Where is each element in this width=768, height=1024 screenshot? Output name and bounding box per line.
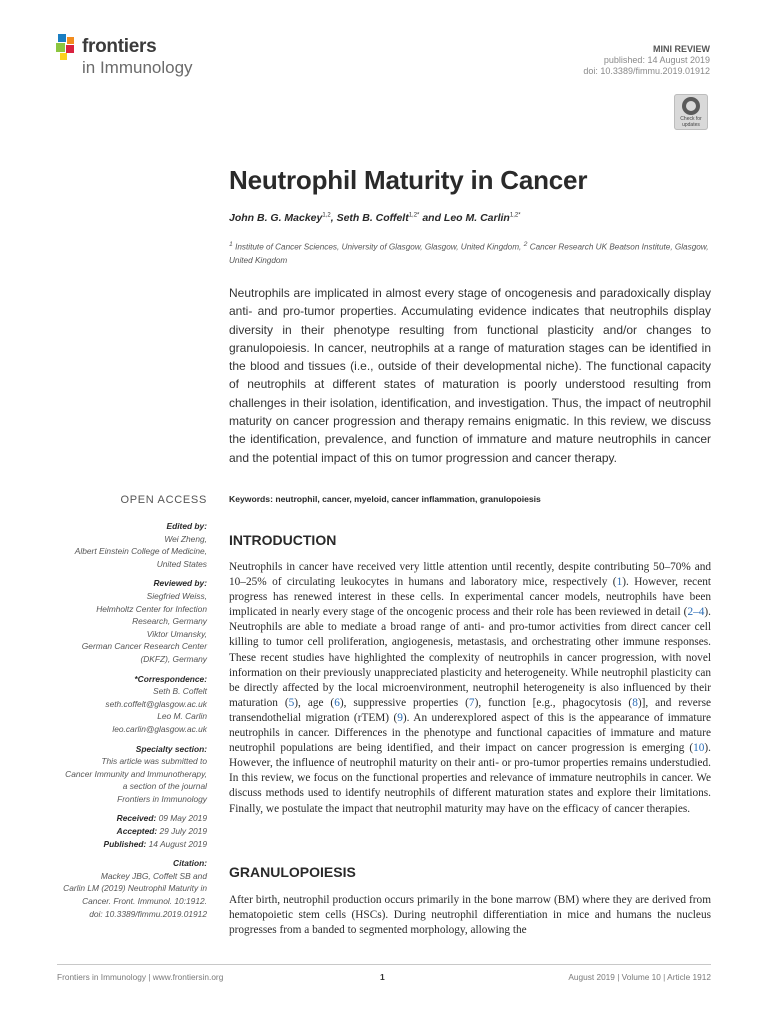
edited-by-line: Wei Zheng, xyxy=(164,533,207,544)
citation-line: Carlin LM (2019) Neutrophil Maturity in xyxy=(63,883,207,894)
reference-link[interactable]: 5 xyxy=(288,696,295,709)
text-run: ). However, the influence of neutrophil maturity on their anti- or pro-tumor properties remains understudied. In this review, we focus on the functional properties and relevance of immature neutrophils in cancer. We discuss methods used to identify neutrophils of different maturation states and explore their limitations. Finally, we postulate the impact that neutrophil maturity may have on the efficacy of cancer therapies. xyxy=(229,742,711,815)
open-access-label: OPEN ACCESS xyxy=(120,494,207,506)
article-doi[interactable]: doi: 10.3389/fimmu.2019.01912 xyxy=(583,66,710,76)
article-type: MINI REVIEW xyxy=(652,44,710,54)
reference-link[interactable]: 6 xyxy=(334,696,340,709)
reviewed-by-line: Viktor Umansky, xyxy=(146,628,207,639)
affiliation-text: Cancer Research UK Beatson Institute, Glasgow, United Kingdom xyxy=(229,242,709,265)
page-number: 1 xyxy=(380,972,385,982)
published-value: 14 August 2019 xyxy=(146,838,207,849)
frontiers-logo-icon xyxy=(56,34,78,64)
specialty-line: a section of the journal xyxy=(122,781,207,792)
citation-line: Mackey JBG, Coffelt SB and xyxy=(100,870,207,881)
citation-doi-link[interactable]: doi: 10.3389/fimmu.2019.01912 xyxy=(89,908,207,919)
author-separator: , xyxy=(330,212,337,224)
check-for-updates-label: Check for updates xyxy=(680,116,702,128)
reference-link[interactable]: 2–4 xyxy=(687,606,705,619)
text-run: ). However, recent progress has renewed interest in these cells. In experimental cancer models, neutrophils have been implicated in nearly every stage of the oncogenic process and their role has been reviewed in detail ( xyxy=(229,576,711,619)
keywords: Keywords: neutrophil, cancer, myeloid, cancer inflammation, granulopoiesis xyxy=(229,494,541,504)
correspondence-section xyxy=(40,673,207,736)
accepted-date xyxy=(40,825,207,838)
introduction-heading: INTRODUCTION xyxy=(229,532,337,548)
edited-by-line: United States xyxy=(156,558,207,569)
check-for-updates-badge[interactable] xyxy=(674,94,708,130)
dates-section xyxy=(40,812,207,850)
reference-link[interactable]: 7 xyxy=(468,696,475,709)
article-title: Neutrophil Maturity in Cancer xyxy=(229,165,588,195)
affiliation-text: Institute of Cancer Sciences, University of Glasgow, Glasgow, United Kingdom, xyxy=(232,242,524,252)
published-label: Published: xyxy=(103,838,147,849)
correspondence-line: Seth B. Coffelt xyxy=(153,686,207,697)
text-run: ). An underexplored aspect of this is the appearance of immature neutrophils in cancer. Differences in the phenotype and functional capacities of immature and mature neutrophil populations are being identified, and their impact on cancer progression is emerging ( xyxy=(229,711,711,755)
affiliation-marker: 1 xyxy=(229,241,233,248)
reference-link[interactable]: 1 xyxy=(616,576,623,589)
sidebar-info xyxy=(40,520,207,927)
reference-link[interactable]: 8 xyxy=(632,696,638,709)
received-value: 09 May 2019 xyxy=(156,813,207,824)
edited-by-heading: Edited by: xyxy=(166,521,207,531)
author-name[interactable]: John B. G. Mackey xyxy=(229,212,323,224)
text-run: ). Neutrophils are able to mediate a broad range of anti- and pro-tumor activities from direct cancer cell killing to tumor cell proliferation, angiogenesis, metastasis, and orchestrating other immune responses. These recent studies have highlighted the complexity of neutrophils in cancer progression, with novel information on their previously unappreciated plasticity and heterogeneity. While neutrophil plasticity can be directly affected by the local microenvironment, neutrophil heterogeneity is also influenced by their maturation ( xyxy=(229,606,711,709)
granulopoiesis-text: After birth, neutrophil production occurs primarily in the bone marrow (BM) where they are derived from hematopoietic stem cells (HSCs). During neutrophil differentiation in mice and humans the nucleus progresses from a banded to segmented morphology, allowing the xyxy=(229,894,711,937)
reviewed-by-heading: Reviewed by: xyxy=(153,578,207,589)
text-run: ), age ( xyxy=(294,696,335,709)
footer-issue-info: August 2019 | Volume 10 | Article 1912 xyxy=(568,972,711,982)
abstract: Neutrophils are implicated in almost every stage of oncogenesis and paradoxically display anti- and pro-tumor properties. Accumulating evidence indicates that neutrophils display diversity in their phenotype resulting from functional plasticity and/or changes to granulopoiesis. In cancer, neutrophils at a range of maturation stages can be identified in the blood and tissues (i.e., outside of their developmental niche). The functional capacity of neutrophils at different states of maturation is poorly understood resulting from challenges in their isolation, identification, and investigation. Thus, the impact of neutrophil maturity on cancer progression and therapy remains enigmatic. In this review, we discuss the identification, prevalence, and function of immature and mature neutrophils in cancer and the potential impact of this on tumor progression and cancer therapy. xyxy=(229,286,711,465)
journal-name-line1: frontiers xyxy=(82,36,157,57)
correspondence-heading: *Correspondence: xyxy=(134,673,207,684)
received-date xyxy=(40,812,207,825)
edited-by-section xyxy=(40,520,207,570)
footer-divider xyxy=(57,964,711,965)
article-meta xyxy=(583,44,710,77)
accepted-value: 29 July 2019 xyxy=(157,826,207,837)
text-run: )], and reverse transendothelial migration (rTEM) ( xyxy=(229,696,711,724)
citation-line: Cancer. Front. Immunol. 10:1912. xyxy=(82,896,207,907)
check-for-updates-icon xyxy=(682,97,700,115)
granulopoiesis-heading: GRANULOPOIESIS xyxy=(229,864,356,880)
correspondence-email-link[interactable]: leo.carlin@glasgow.ac.uk xyxy=(112,723,207,734)
correspondence-email-link[interactable]: seth.coffelt@glasgow.ac.uk xyxy=(105,698,207,709)
edited-by-line: Albert Einstein College of Medicine, xyxy=(74,546,207,557)
author-affiliation-marker: 1,2 xyxy=(322,212,331,219)
accepted-label: Accepted: xyxy=(116,826,158,837)
reviewed-by-line: Siegfried Weiss, xyxy=(146,590,207,601)
published-date: published: 14 August 2019 xyxy=(603,55,710,65)
author-affiliation-marker: 1,2* xyxy=(509,212,521,219)
author-name[interactable]: Leo M. Carlin xyxy=(443,212,510,224)
citation-heading: Citation: xyxy=(173,858,207,869)
author-list xyxy=(229,212,729,224)
reviewed-by-section xyxy=(40,577,207,665)
specialty-heading: Specialty section: xyxy=(135,743,207,754)
correspondence-line: Leo M. Carlin xyxy=(157,711,207,722)
published-date-side xyxy=(40,838,207,851)
specialty-section xyxy=(40,743,207,806)
reviewed-by-line: Helmholtz Center for Infection xyxy=(96,603,207,614)
journal-logo[interactable] xyxy=(56,30,226,82)
received-label: Received: xyxy=(116,813,157,824)
author-name[interactable]: Seth B. Coffelt xyxy=(336,212,409,224)
specialty-line: This article was submitted to xyxy=(101,756,207,767)
affiliations xyxy=(229,238,709,267)
introduction-text xyxy=(229,560,711,817)
text-run: ), suppressive properties ( xyxy=(339,696,469,709)
author-separator: and xyxy=(419,212,444,224)
footer-journal-link[interactable]: Frontiers in Immunology | www.frontiersin.org xyxy=(57,972,224,982)
reference-link[interactable]: 10 xyxy=(693,742,705,755)
author-affiliation-marker: 1,2* xyxy=(408,212,420,219)
citation-section xyxy=(40,857,207,920)
reviewed-by-line: (DKFZ), Germany xyxy=(140,653,207,664)
text-run: Neutrophils in cancer have received very little attention until recently, despite contributing 50–70% and 10–25% of circulating leukocytes in humans and laboratory mice, respectively ( xyxy=(229,561,711,589)
affiliation-marker: 2 xyxy=(523,241,528,248)
reviewed-by-line: Research, Germany xyxy=(132,616,207,627)
reference-link[interactable]: 9 xyxy=(397,711,403,724)
reviewed-by-line: German Cancer Research Center xyxy=(81,641,207,652)
journal-name-line2: in Immunology xyxy=(82,58,193,77)
specialty-line: Frontiers in Immunology xyxy=(117,793,207,804)
specialty-line: Cancer Immunity and Immunotherapy, xyxy=(65,768,207,779)
text-run: ), function [e.g., phagocytosis ( xyxy=(474,696,633,709)
